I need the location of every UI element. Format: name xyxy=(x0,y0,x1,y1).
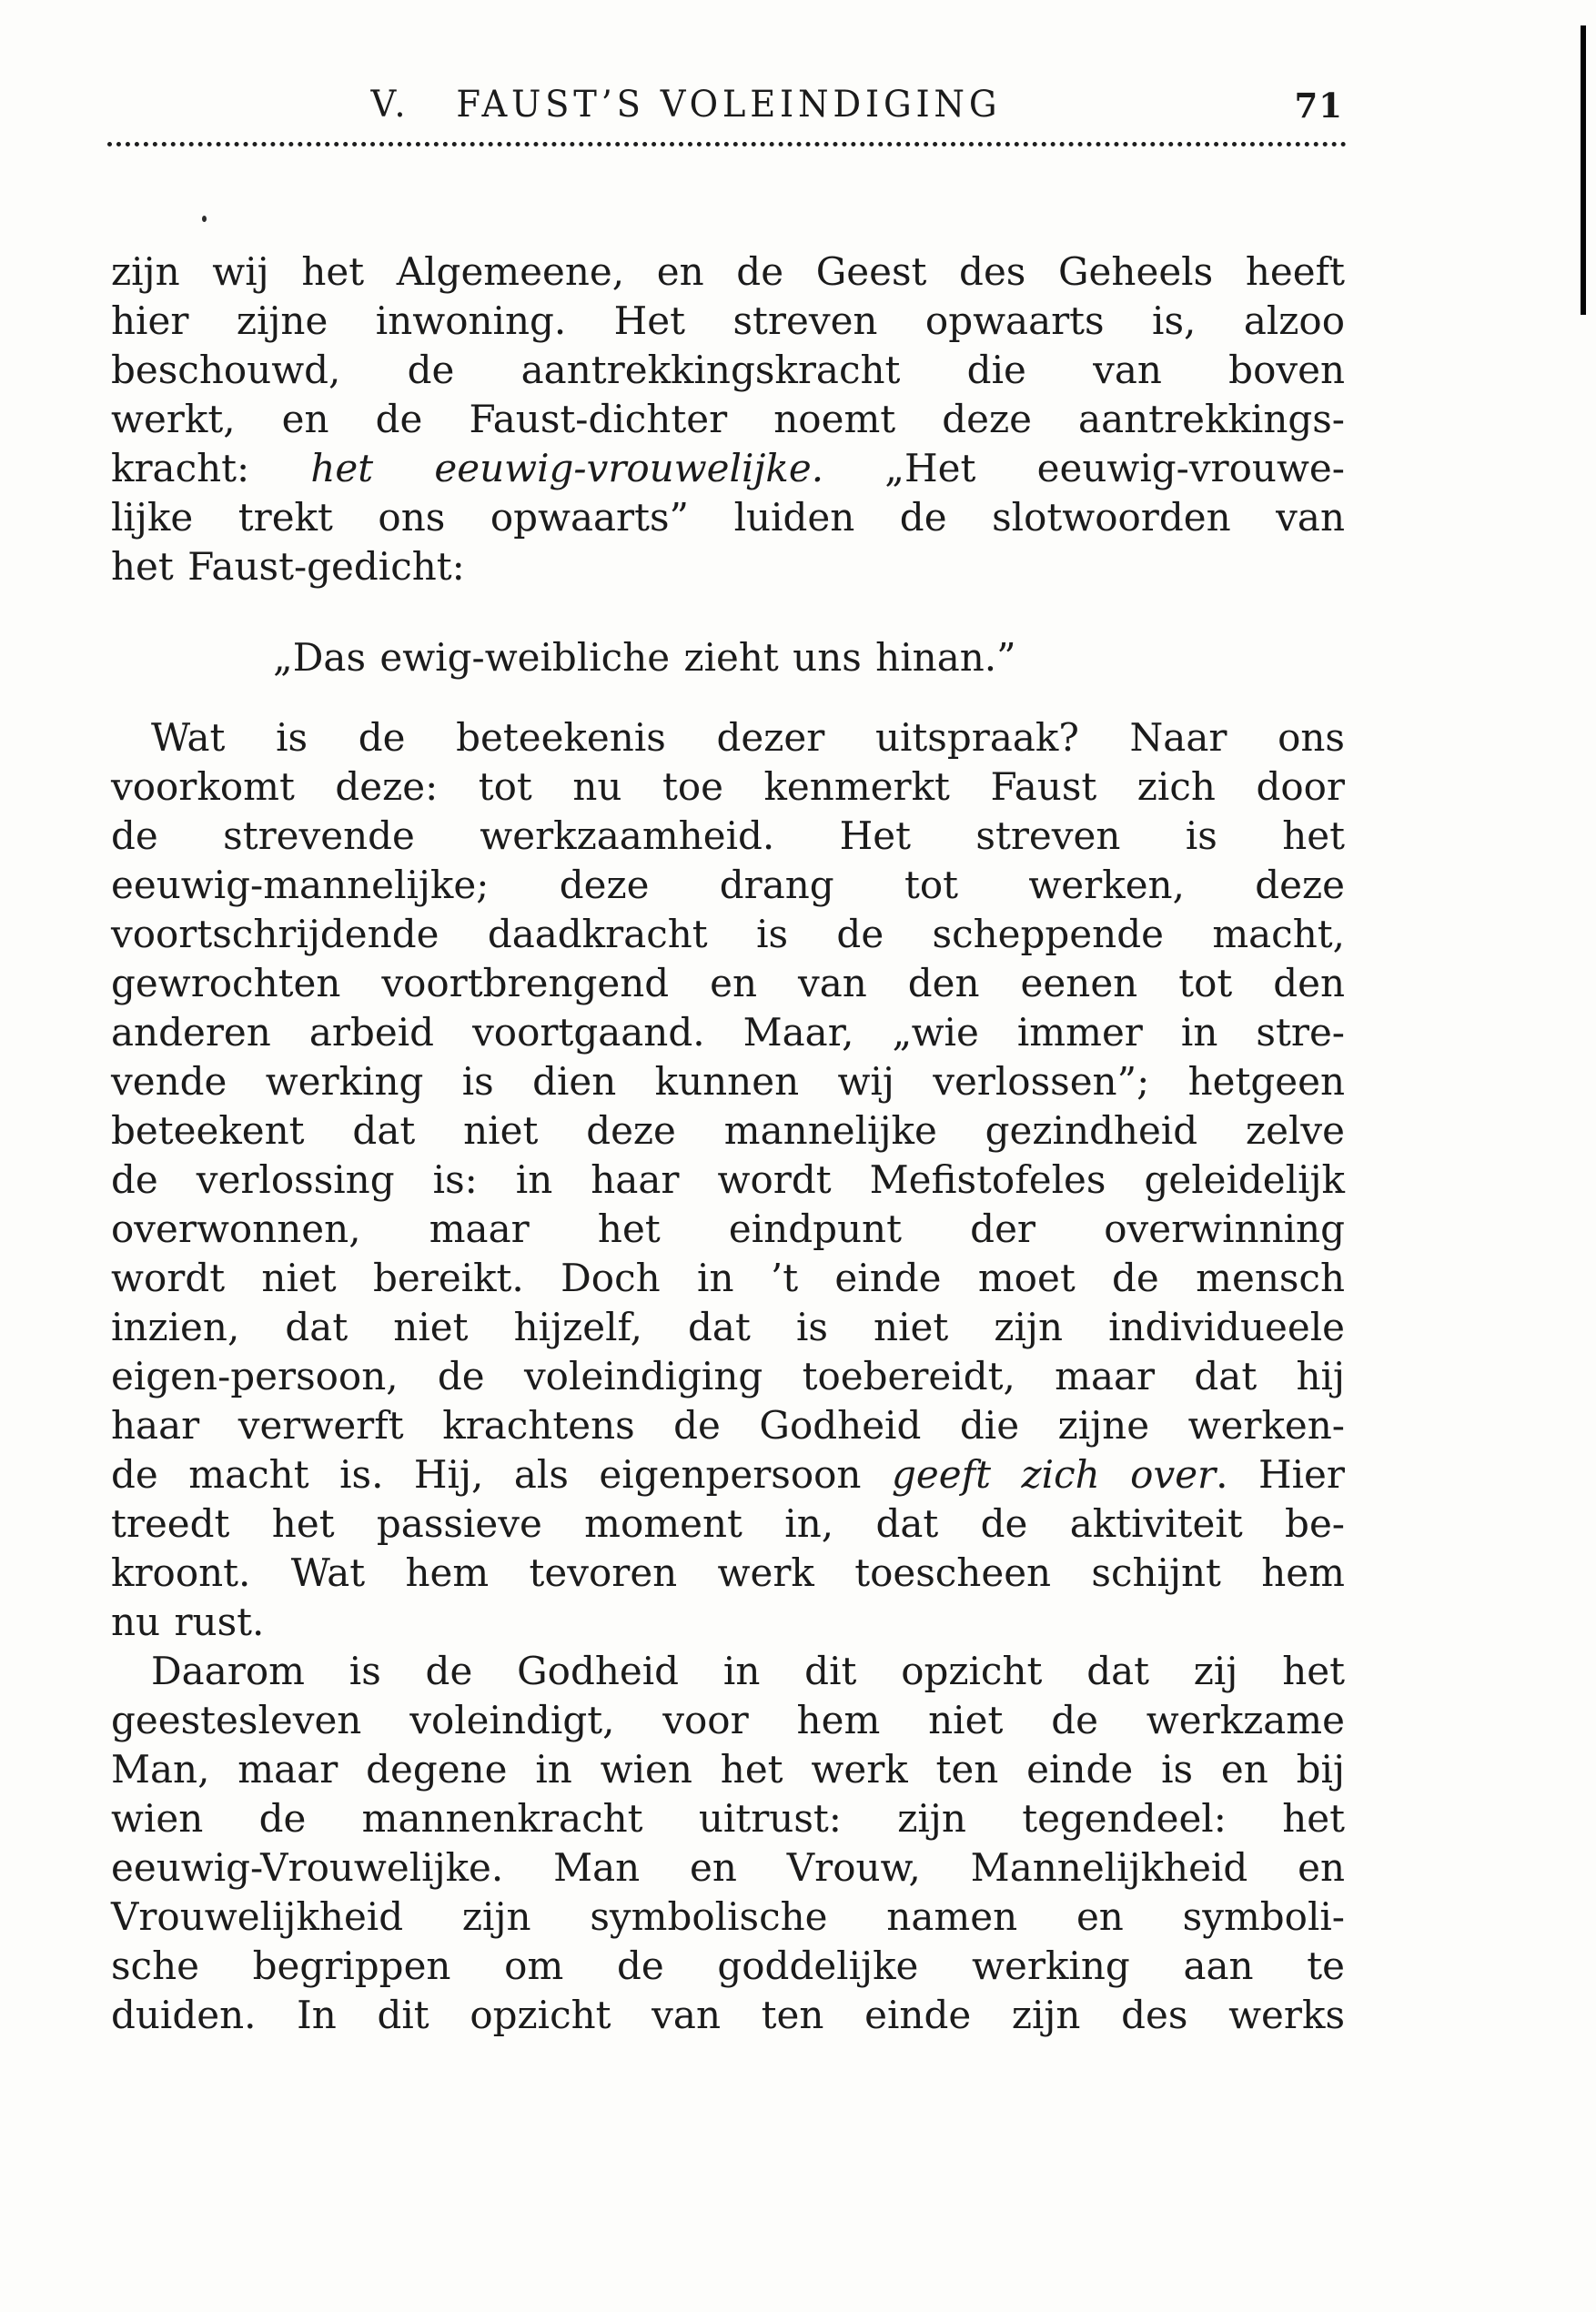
text-line: de macht is. Hij, als eigenpersoon geeft zich over. Hier xyxy=(111,1452,1345,1497)
text-line: de verlossing is: in haar wordt Mefistofeles geleidelijk xyxy=(111,1157,1345,1202)
chapter-title: V. FAUST’S VOLEINDIGING xyxy=(370,84,1002,126)
text-line: kroont. Wat hem tevoren werk toescheen schijnt hem xyxy=(111,1550,1345,1595)
paragraph xyxy=(111,1647,1345,2040)
paragraph xyxy=(111,247,1345,591)
italic-phrase: het eeuwig-vrouwelijke. xyxy=(310,446,824,490)
text-line: duiden. In dit opzicht van ten einde zijn des werks xyxy=(111,1993,1345,2037)
text-line: Wat is de beteekenis dezer uitspraak? Naar ons xyxy=(151,715,1345,760)
text-line: vende werking is dien kunnen wij verlossen”; hetgeen xyxy=(111,1059,1345,1104)
text-line: werkt, en de Faust-dichter noemt deze aantrekkings- xyxy=(111,397,1345,441)
quote-paragraph xyxy=(273,633,1345,682)
text-line: de strevende werkzaamheid. Het streven is het xyxy=(111,813,1345,858)
text-line: „Das ewig-weibliche zieht uns hinan.” xyxy=(273,635,1016,680)
text-line: beteekent dat niet deze mannelijke gezindheid zelve xyxy=(111,1108,1345,1153)
text-line: hier zijne inwoning. Het streven opwaarts is, alzoo xyxy=(111,298,1345,343)
text-line: eigen-persoon, de voleindiging toebereidt, maar dat hij xyxy=(111,1354,1345,1398)
scan-artifact-line xyxy=(1581,25,1586,315)
text-line: kracht: het eeuwig-vrouwelijke. „Het eeuwig-vrouwe- xyxy=(111,446,1345,490)
text-line: inzien, dat niet hijzelf, dat is niet zijn individueele xyxy=(111,1305,1345,1349)
text-line: voortschrijdende daadkracht is de scheppende macht, xyxy=(111,912,1345,956)
text-line: lijke trekt ons opwaarts” luiden de slotwoorden van xyxy=(111,495,1345,540)
running-head xyxy=(111,84,1345,131)
text-line: nu rust. xyxy=(111,1600,265,1644)
text-line: treedt het passieve moment in, dat de aktiviteit be- xyxy=(111,1501,1345,1546)
text-line: haar verwerft krachtens de Godheid die zijne werken- xyxy=(111,1403,1345,1448)
text-line: anderen arbeid voortgaand. Maar, „wie immer in stre- xyxy=(111,1010,1345,1055)
text-line: voorkomt deze: tot nu toe kenmerkt Faust zich door xyxy=(111,764,1345,809)
paragraph xyxy=(111,713,1345,1647)
ink-speck xyxy=(202,216,207,222)
text-line: wordt niet bereikt. Doch in ’t einde moet de mensch xyxy=(111,1256,1345,1300)
text-block xyxy=(111,247,1345,2040)
text-line: beschouwd, de aantrekkingskracht die van boven xyxy=(111,348,1345,392)
text-line: overwonnen, maar het eindpunt der overwinning xyxy=(111,1206,1345,1251)
text-line: sche begrippen om de goddelijke werking aan te xyxy=(111,1943,1345,1988)
text-line: eeuwig-mannelijke; deze drang tot werken, deze xyxy=(111,863,1345,907)
text-line: gewrochten voortbrengend en van den eenen tot den xyxy=(111,961,1345,1005)
text-line: eeuwig-Vrouwelijke. Man en Vrouw, Mannelijkheid en xyxy=(111,1845,1345,1890)
text-line: Man, maar degene in wien het werk ten einde is en bij xyxy=(111,1747,1345,1792)
text-line: wien de mannenkracht uitrust: zijn tegendeel: het xyxy=(111,1796,1345,1841)
page-number: 71 xyxy=(1294,86,1343,126)
text-line: zijn wij het Algemeene, en de Geest des Geheels heeft xyxy=(111,249,1345,294)
text-line: Daarom is de Godheid in dit opzicht dat zij het xyxy=(151,1649,1345,1693)
text-line: het Faust-gedicht: xyxy=(111,544,465,589)
text-line: geestesleven voleindigt, voor hem niet de werkzame xyxy=(111,1698,1345,1742)
italic-phrase: geeft zich over xyxy=(892,1452,1217,1497)
text-line: Vrouwelijkheid zijn symbolische namen en symboli- xyxy=(111,1894,1345,1939)
dotted-rule xyxy=(107,142,1347,146)
